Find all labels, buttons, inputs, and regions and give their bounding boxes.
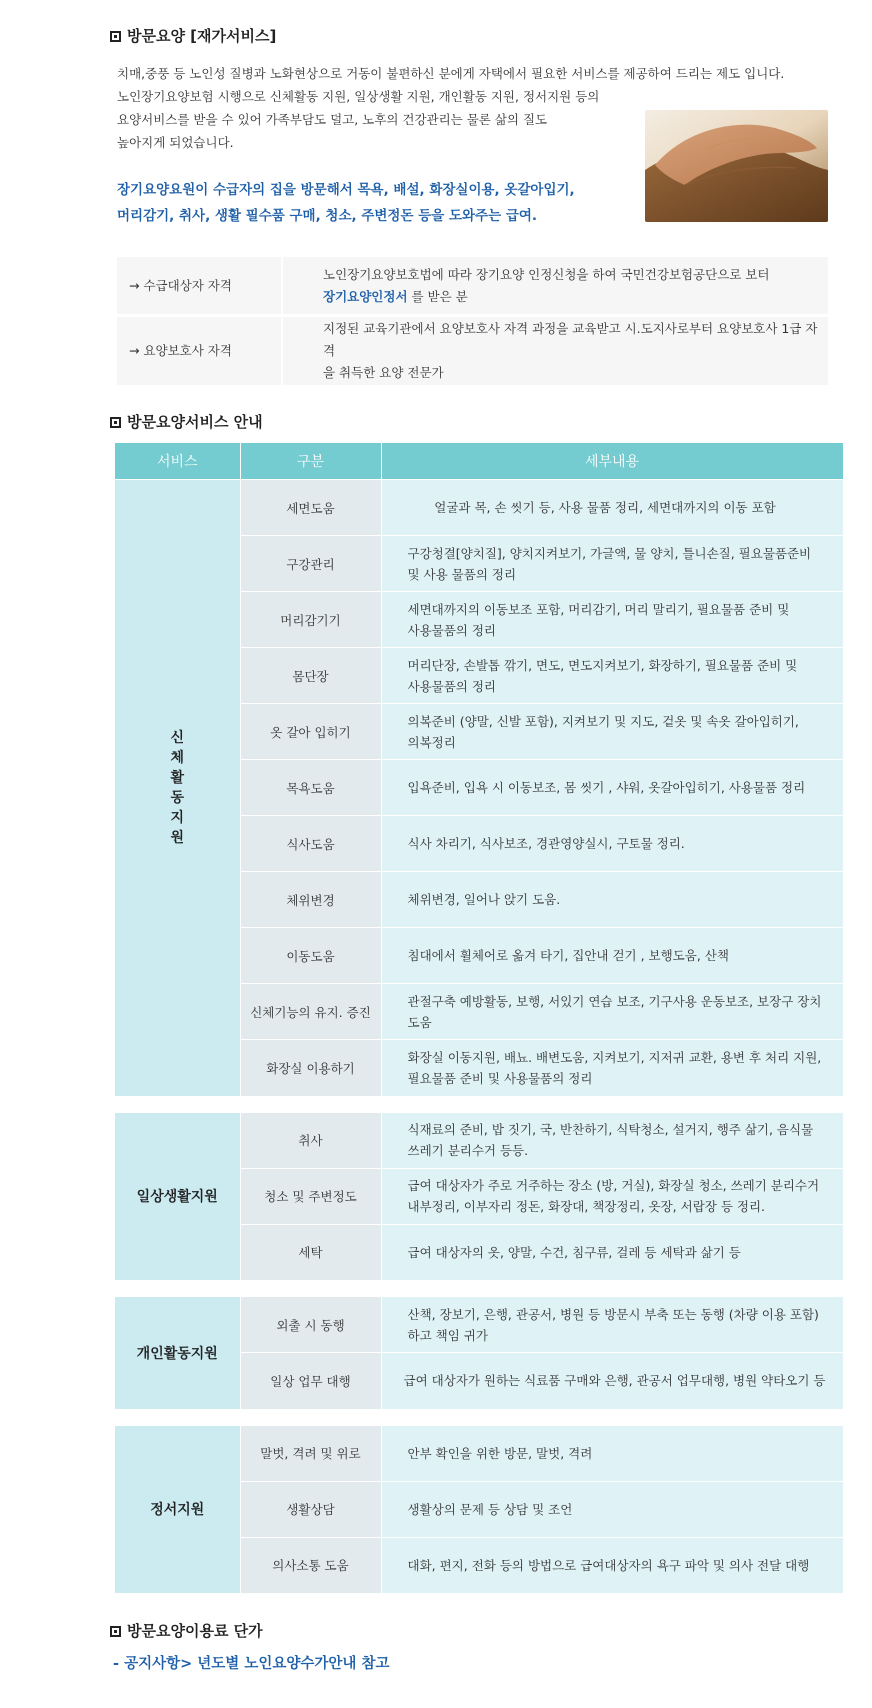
group-name-char: 원: [170, 829, 185, 846]
row-detail: [381, 984, 843, 1040]
detail-line: 급여 대상자의 옷, 양말, 수건, 침구류, 걸레 등 세탁과 삶기 등: [407, 1244, 741, 1260]
detail-line: 사용물품의 정리: [407, 622, 496, 638]
row-category: 화장실 이용하기: [240, 1040, 381, 1096]
row-detail: [381, 1040, 843, 1096]
row-category: 옷 갈아 입히기: [240, 704, 381, 760]
row-detail: [381, 816, 843, 872]
detail-line: 의복준비 (양말, 신발 포함), 지켜보기 및 지도, 겉옷 및 속옷 갈아입히기,: [407, 713, 799, 729]
row-detail: [381, 1112, 843, 1168]
square-bullet-icon: [110, 417, 121, 428]
qualification-line: 을 취득한 요양 전문가: [323, 365, 444, 380]
group-physical-activity-support: [115, 480, 240, 1096]
qualification-suffix: 를 받은 분: [407, 288, 468, 304]
detail-line: 사용물품의 정리: [407, 678, 496, 694]
table-row: [115, 1425, 843, 1481]
long-term-care-certificate-link[interactable]: 장기요양인정서: [323, 288, 408, 304]
group-daily-living-support: 일상생활지원: [115, 1112, 240, 1280]
group-spacer: [115, 1409, 843, 1426]
square-bullet-icon: [110, 31, 121, 42]
row-category: 식사도움: [240, 816, 381, 872]
row-category: 몸단장: [240, 648, 381, 704]
row-category: 세탁: [240, 1224, 381, 1280]
detail-line: 침대에서 휠체어로 옮겨 타기, 집안내 걷기 , 보행도움, 산책: [407, 948, 729, 963]
qualification-label: → 수급대상자 자격: [117, 257, 282, 316]
row-detail: [381, 872, 843, 928]
service-table: [115, 443, 844, 1593]
row-category: 신체기능의 유지. 증진: [240, 984, 381, 1040]
detail-line: 도움: [407, 1014, 432, 1030]
row-detail: [381, 648, 843, 704]
group-name-char: 동: [170, 789, 185, 806]
row-category: 취사: [240, 1112, 381, 1168]
header-service: 서비스: [115, 443, 240, 480]
group-spacer: [115, 1096, 843, 1113]
row-detail: [381, 928, 843, 984]
section-title-fee: [110, 1620, 263, 1641]
detail-line: 필요물품 준비 및 사용물품의 정리: [407, 1070, 593, 1086]
detail-line: 하고 책임 귀가: [407, 1327, 488, 1343]
row-detail: [381, 1168, 843, 1224]
group-emotional-support: 정서지원: [115, 1425, 240, 1593]
square-bullet-icon: [110, 1626, 121, 1637]
row-category: 머리감기기: [240, 592, 381, 648]
detail-line: 머리단장, 손발톱 깎기, 면도, 면도지켜보기, 화장하기, 필요물품 준비 및: [407, 657, 798, 673]
row-category: 말벗, 격려 및 위로: [240, 1425, 381, 1481]
row-category: 일상 업무 대행: [240, 1353, 381, 1409]
row-category: 생활상담: [240, 1481, 381, 1537]
qualification-line: 노인장기요양보호법에 따라 장기요양 인정신청을 하여 국민건강보험공단으로 보터: [323, 266, 770, 282]
qualification-row: [117, 316, 828, 387]
row-detail: [381, 1353, 843, 1409]
row-detail: [381, 480, 843, 536]
section-title-text: 방문요양서비스 안내: [127, 413, 263, 431]
row-category: 구강관리: [240, 536, 381, 592]
row-category: 목욕도움: [240, 760, 381, 816]
detail-line: 생활상의 문제 등 상담 및 조언: [407, 1501, 573, 1517]
detail-line: 식재료의 준비, 밥 짓기, 국, 반찬하기, 식탁청소, 설거지, 행주 삶기, 음식물: [407, 1122, 814, 1137]
section-title-text: 방문요양 [재가서비스]: [127, 27, 277, 45]
qualification-label: → 요양보호사 자격: [117, 316, 282, 387]
detail-line: 화장실 이동지원, 배뇨. 배변도움, 지켜보기, 지저귀 교환, 용변 후 처리 지원,: [407, 1049, 822, 1065]
row-detail: [381, 536, 843, 592]
row-detail: [381, 704, 843, 760]
section-title-text: 방문요양이용료 단가: [127, 1622, 263, 1640]
row-category: 청소 및 주변정도: [240, 1168, 381, 1224]
row-detail: [381, 1537, 843, 1593]
detail-line: 쓰레기 분리수거 등등.: [407, 1143, 529, 1158]
header-details: 세부내용: [381, 443, 843, 480]
detail-line: 구강청결[양치질], 양치지켜보기, 가글액, 물 양치, 틀니손질, 필요물품준비: [407, 545, 812, 561]
header-category: 구분: [240, 443, 381, 480]
detail-line: 관절구축 예방활동, 보행, 서있기 연습 보조, 기구사용 운동보조, 보장구 장치: [407, 993, 822, 1009]
group-name-char: 지: [170, 809, 185, 826]
detail-line: 식사 차리기, 식사보조, 경관영양실시, 구토물 정리.: [407, 836, 685, 851]
detail-line: 입욕준비, 입욕 시 이동보조, 몸 씻기 , 샤워, 옷갈아입히기, 사용물품 정리: [407, 780, 806, 795]
row-detail: [381, 1224, 843, 1280]
qualification-description: [282, 257, 828, 316]
intro-line: 노인장기요양보험 시행으로 신체활동 지원, 일상생활 지원, 개인활동 지원, 정서지원 등의: [117, 89, 600, 104]
intro-line: 치매,중풍 등 노인성 질병과 노화현상으로 거동이 불편하신 분에게 자택에서 필요한 서비스를 제공하여 드리는 제도 입니다.: [117, 66, 785, 81]
detail-line: 산책, 장보기, 은행, 관공서, 병원 등 방문시 부축 또는 동행 (차량 이용 포함): [407, 1306, 819, 1322]
row-category: 이동도움: [240, 928, 381, 984]
intro-line: 요양서비스를 받을 수 있어 가족부담도 덜고, 노후의 건강관리는 물론 삶의 질도: [117, 112, 548, 127]
detail-line: 의복정리: [407, 734, 456, 750]
table-row: [115, 1297, 843, 1353]
service-highlight: [117, 177, 677, 229]
detail-line: 및 사용 물품의 정리: [407, 566, 517, 582]
detail-line: 내부정리, 이부자리 정돈, 화장대, 책장정리, 옷장, 서랍장 등 정리.: [407, 1199, 766, 1214]
qualification-table: [117, 257, 828, 388]
highlight-line: 장기요양요원이 수급자의 집을 방문해서 목욕, 배설, 화장실이용, 옷갈아입기,: [117, 182, 575, 198]
qualification-description: [282, 316, 828, 387]
detail-line: 안부 확인을 위한 방문, 말벗, 격려: [407, 1445, 593, 1461]
row-category: 의사소통 도움: [240, 1537, 381, 1593]
row-category: 외출 시 동행: [240, 1297, 381, 1353]
row-category: 체위변경: [240, 872, 381, 928]
row-category: 세면도움: [240, 480, 381, 536]
row-detail: [381, 1425, 843, 1481]
table-header-row: [115, 443, 843, 480]
detail-line: 세면대까지의 이동보조 포함, 머리감기, 머리 말리기, 필요물품 준비 및: [407, 601, 790, 617]
group-spacer: [115, 1280, 843, 1297]
qualification-line: 지정된 교육기관에서 요양보호사 자격 과정을 교육받고 시.도지사로부터 요양보호사 1급 자격: [323, 321, 818, 358]
group-name-char: 활: [170, 769, 185, 786]
fee-notice-link[interactable]: - 공지사항> 년도별 노인요양수가안내 참고: [113, 1656, 390, 1672]
row-detail: [381, 1481, 843, 1537]
group-name-char: 체: [170, 749, 185, 766]
detail-line: 체위변경, 일어나 앉기 도움.: [407, 892, 561, 907]
detail-line: 급여 대상자가 원하는 식료품 구매와 은행, 관공서 업무대행, 병원 약타오기 등: [403, 1373, 826, 1389]
highlight-line: 머리감기, 취사, 생활 필수품 구매, 청소, 주변정돈 등을 도와주는 급여.: [117, 208, 538, 224]
group-personal-activity-support: 개인활동지원: [115, 1297, 240, 1409]
detail-line: 급여 대상자가 주로 거주하는 장소 (방, 거실), 화장실 청소, 쓰레기 분리수거: [407, 1178, 820, 1193]
qualification-row: [117, 257, 828, 316]
table-row: [115, 1112, 843, 1168]
detail-line: 대화, 편지, 전화 등의 방법으로 급여대상자의 욕구 파악 및 의사 전달 대행: [407, 1557, 810, 1573]
row-detail: [381, 760, 843, 816]
section-title-service-guide: [110, 411, 263, 432]
row-detail: [381, 1297, 843, 1353]
detail-line: 얼굴과 목, 손 씻기 등, 사용 물품 정리, 세면대까지의 이동 포함: [434, 500, 776, 515]
intro-line: 높아지게 되었습니다.: [117, 135, 234, 150]
row-detail: [381, 592, 843, 648]
qualification-line: [323, 286, 820, 308]
table-row: [115, 480, 843, 536]
group-name-char: 신: [170, 729, 185, 746]
section-title-visiting-care: [110, 25, 276, 46]
